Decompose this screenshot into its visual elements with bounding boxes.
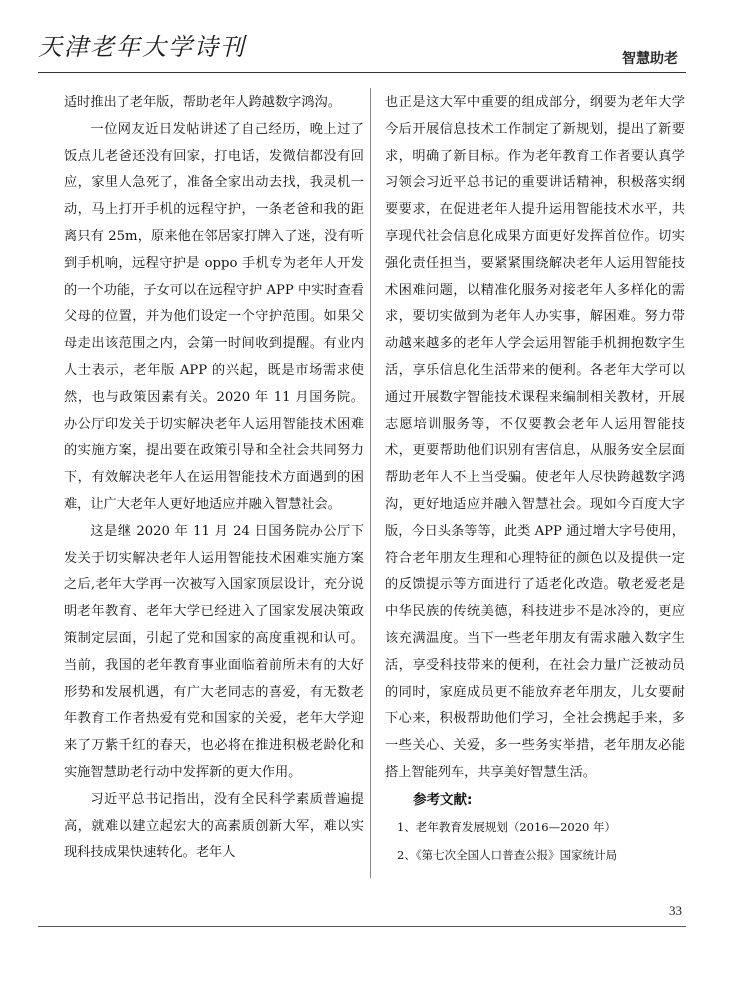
section-title: 智慧助老 [622,51,678,67]
references-title: 参考文献: [413,791,473,808]
right-column [385,90,685,869]
footer-divider [38,926,686,927]
column-divider [370,88,371,878]
page-number: 33 [669,903,682,918]
paragraph: 这是继 2020 年 11 月 24 日国务院办公厅下发关于切实解决老年人运用智能技术困难实施方案之后,老年大学再一次被写入国家顶层设计，充分说明老年教育、老年大学已经进入了国家发展决策政策制定层面，引起了党和国家的高度重视和认可。当前，我国的老年教育事业面临着前所未有的大好形势和发展机遇，有广大老同志的喜爱，有无数老年教育工作者热爱有党和国家的关爱，老年大学迎来了万紫千红的春天，也必将在推进积极老龄化和实施智慧助老行动中发挥新的更大作用。 [64,523,364,780]
left-column [64,90,364,867]
paragraph: 适时推出了老年版，帮助老年人跨越数字鸿沟。 [64,95,341,110]
reference-item: 2、《第七次全国人口普查公报》国家统计局 [397,847,618,862]
header-divider [38,72,686,73]
paragraph: 习近平总书记指出，没有全民科学素质普遍提高，就难以建立起宏大的高素质创新大军，难以实现科技成果快速转化。老年人 [64,791,364,861]
reference-item: 1、老年教育发展规划（2016—2020 年） [397,819,617,834]
journal-logo: 天津老年大学诗刊 [38,33,246,61]
paragraph: 也正是这大军中重要的组成部分，纲要为老年大学今后开展信息技术工作制定了新规划，提出了新要求，明确了新目标。作为老年教育工作者要认真学习领会习近平总书记的重要讲话精神，积极落实纲要要求，在促进老年人提升运用智能技术水平，共享现代社会信息化成果方面更好发挥首位作。切实强化责任担当，要紧紧围绕解决老年人运用智能技术困难问题，以精准化服务对接老年人多样化的需求，要切实做到为老年人办实事，解困难。努力带动越来越多的老年人学会运用智能手机拥抱数字生活，享乐信息化生活带来的便利。各老年大学可以通过开展数字智能技术课程来编制相关教材，开展志愿培训服务等，不仅要教会老年人运用智能技术，更要帮助他们识别有害信息，从服务安全层面帮助老年人不上当受骗。使老年人尽快跨越数字鸿沟，更好地适应并融入智慧社会。现如今百度大字版，今日头条等等，此类 APP 通过增大字号使用，符合老年朋友生理和心理特征的颜色以及提供一定的反馈提示等方面进行了适老化改造。敬老爱老是中华民族的传统美德，科技进步不是冰冷的，更应该充满温度。当下一些老年朋友有需求融入数字生活，享受科技带来的便利，在社会力量广泛被动员的同时，家庭成员更不能放弃老年朋友，儿女要耐下心来，积极帮助他们学习，全社会携起手来，多一些关心、关爱，多一些务实举措，老年朋友必能搭上智能列车，共享美好智慧生活。 [385,95,685,780]
paragraph: 一位网友近日发帖讲述了自己经历，晚上过了饭点儿老爸还没有回家，打电话，发微信都没有回应，家里人急死了，准备全家出动去找，我灵机一动，马上打开手机的远程守护，一条老爸和我的距离只有 25m，原来他在邻居家打牌入了迷，没有听到手机响，远程守护是 oppo 手机专为老年人开发的一个功能，子女可以在远程守护 APP 中实时查看父母的位置，并为他们设定一个守护范围。如果父母走出该范围之内，会第一时间收到提醒。有业内人士表示，老年版 APP 的兴起，既是市场需求使然，也与政策因素有关。2020 年 11 月国务院。办公厅印发关于切实解决老年人运用智能技术困难的实施方案，提出要在政策引导和全社会共同努力下，有效解决老年人在运用智能技术方面遇到的困难，让广大老年人更好地适应并融入智慧社会。 [64,121,364,512]
